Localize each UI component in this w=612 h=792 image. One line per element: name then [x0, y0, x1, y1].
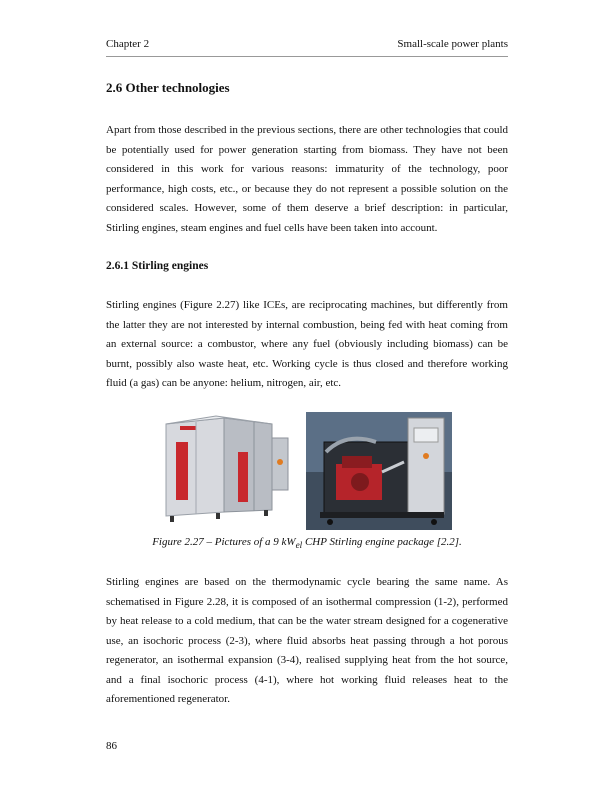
section-title: Other technologies — [125, 80, 230, 95]
header-title: Small-scale power plants — [397, 38, 508, 50]
section-number: 2.6 — [106, 80, 123, 95]
caption-text-end: CHP Stirling engine package [2.2]. — [302, 536, 462, 548]
header-rule — [106, 56, 508, 57]
figure-caption — [106, 536, 508, 550]
enclosed-package-photo — [160, 412, 292, 530]
open-engine-photo — [306, 412, 452, 530]
paragraph-stirling: Stirling engines (Figure 2.27) like ICEs, are reciprocating machines, but differently from the latter they are not interested by internal combustion, being fed with heat coming from an external source: a combustor, where any fuel (obviously including biomass) can be burnt, possibly also waste heat, etc. Working cycle is thus closed and therefore working fluid (a gas) can be anyone: helium, nitrogen, air, etc. — [106, 299, 508, 389]
header-chapter: Chapter 2 — [106, 38, 150, 50]
section-heading — [106, 80, 230, 96]
page-number: 86 — [106, 740, 117, 752]
paragraph-cycle: Stirling engines are based on the thermodynamic cycle bearing the same name. As schematised in Figure 2.28, it is composed of an isothermal compression (1-2), performed by heat release to a cold medium, that can be the water stream designed for a cogenerative use, an isochoric process (2-3), where fluid absorbs heat passing through a hot porous regenerator, an isothermal expansion (3-4), realised supplying heat from the hot source, and a final isochoric process (4-1), where hot working fluid releases heat to the aforementioned regenerator. — [106, 576, 508, 705]
subsection-title: Stirling engines — [131, 260, 209, 272]
figure-stirling-photos — [160, 412, 452, 530]
caption-text: Figure 2.27 – Pictures of a 9 kW — [152, 536, 296, 548]
paragraph-intro: Apart from those described in the previous sections, there are other technologies that could be potentially used for power generation starting from biomass. They have not been considered in this work for various reasons: immaturity of the technology, poor performance, high costs, etc., or because they do not represent a possible solution on the considered scales. However, some of them deserve a brief description: in particular, Stirling engines, steam engines and fuel cells have been taken into account. — [106, 124, 508, 234]
subsection-number: 2.6.1 — [106, 260, 129, 272]
page-header — [106, 38, 508, 56]
stirling-engine-photos — [160, 412, 452, 530]
subsection-heading — [106, 260, 208, 272]
caption-subscript: el — [295, 540, 303, 551]
